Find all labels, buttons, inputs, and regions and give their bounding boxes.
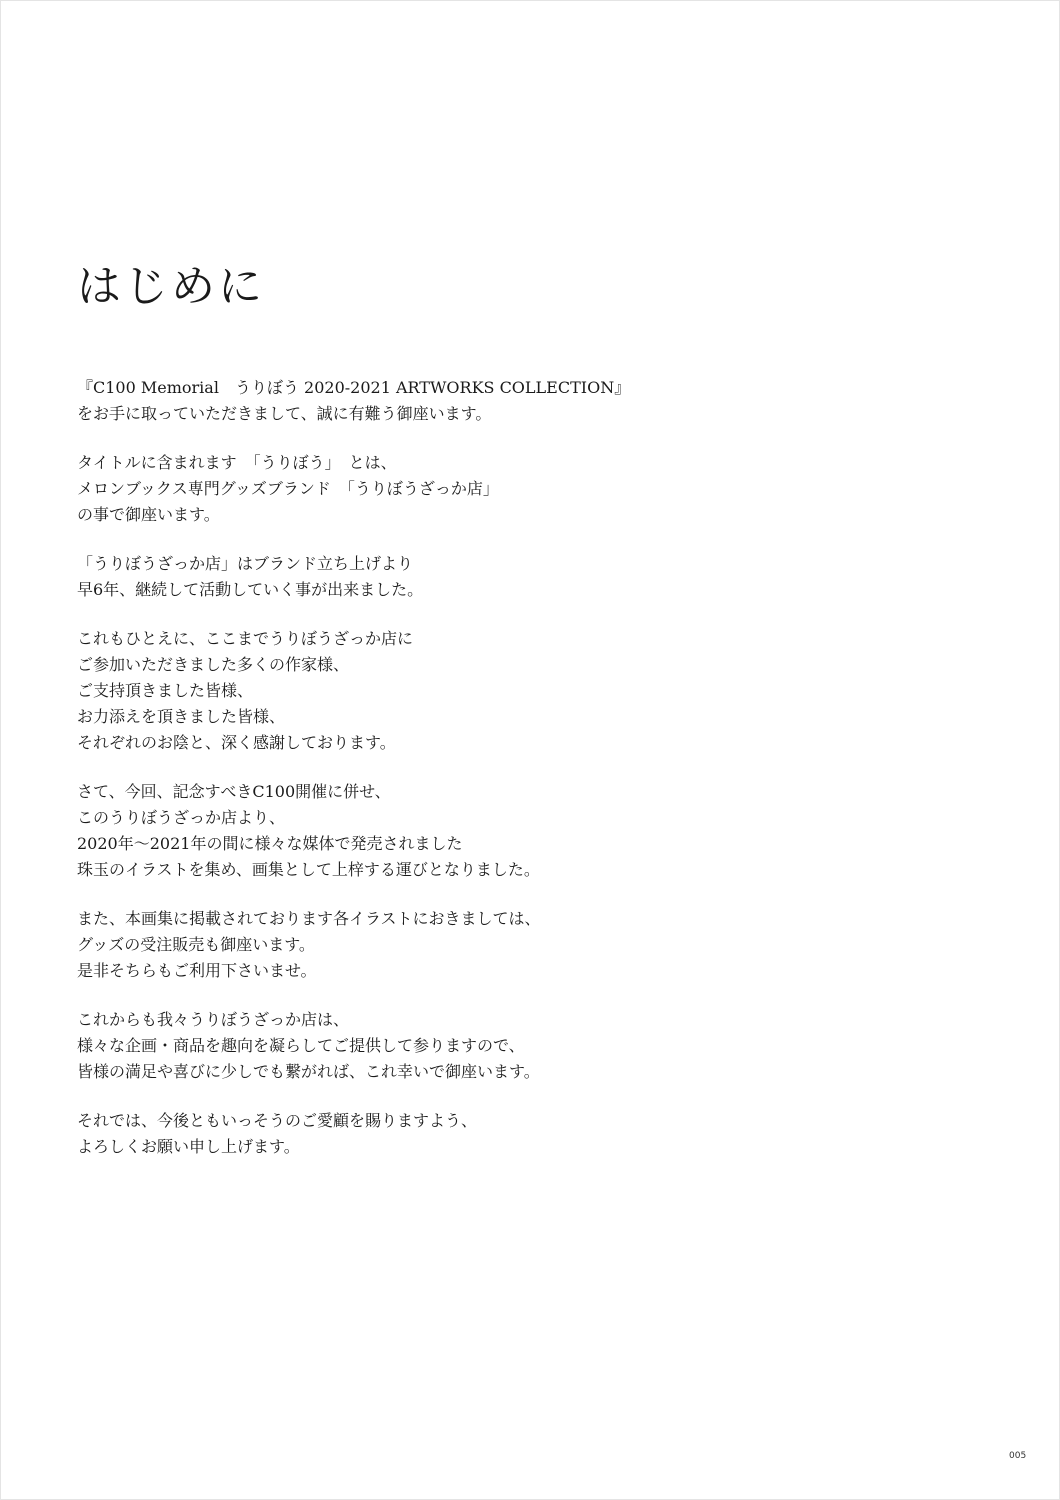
- text-line: 是非そちらもご利用下さいませ。: [77, 961, 317, 980]
- text-line: タイトルに含まれます 「うりぼう」 とは、: [77, 453, 397, 472]
- body-text: [77, 375, 977, 1183]
- text-line: お力添えを頂きました皆様、: [77, 707, 286, 726]
- paragraph: [77, 906, 977, 984]
- text-line: よろしくお願い申し上げます。: [77, 1137, 300, 1156]
- paragraph: [77, 1108, 977, 1160]
- text-line: 『C100 Memorial うりぼう 2020-2021 ARTWORKS COLLECTION』: [77, 378, 631, 397]
- text-line: グッズの受注販売も御座います。: [77, 935, 315, 954]
- paragraph: [77, 450, 977, 528]
- text-line: これからも我々うりぼうざっか店は、: [77, 1010, 350, 1029]
- text-line: 早6年、継続して活動していく事が出来ました。: [77, 580, 424, 599]
- text-line: をお手に取っていただきまして、誠に有難う御座います。: [77, 404, 492, 423]
- text-line: これもひとえに、ここまでうりぼうざっか店に: [77, 629, 414, 648]
- text-line: メロンブックス専門グッズブランド 「うりぼうざっか店」: [77, 479, 499, 498]
- text-line: それでは、今後ともいっそうのご愛顧を賜りますよう、: [77, 1111, 478, 1130]
- text-line: このうりぼうざっか店より、: [77, 808, 286, 827]
- text-line: また、本画集に掲載されております各イラストにおきましては、: [77, 909, 541, 928]
- text-line: ご参加いただきました多くの作家様、: [77, 655, 350, 674]
- paragraph: [77, 1007, 977, 1085]
- paragraph: [77, 551, 977, 603]
- text-line: 様々な企画・商品を趣向を凝らしてご提供して参りますので、: [77, 1036, 525, 1055]
- text-line: ご支持頂きました皆様、: [77, 681, 254, 700]
- text-line: それぞれのお陰と、深く感謝しております。: [77, 733, 396, 752]
- text-line: の事で御座います。: [77, 505, 220, 524]
- text-line: 皆様の満足や喜びに少しでも繋がれば、これ幸いで御座います。: [77, 1062, 540, 1081]
- page-number: 005: [1009, 1451, 1027, 1461]
- text-line: 「うりぼうざっか店」はブランド立ち上げより: [77, 554, 414, 573]
- page-title: はじめに: [77, 261, 265, 312]
- text-line: 珠玉のイラストを集め、画集として上梓する運びとなりました。: [77, 860, 540, 879]
- text-line: 2020年～2021年の間に様々な媒体で発売されました: [77, 834, 463, 853]
- paragraph: [77, 626, 977, 756]
- paragraph: [77, 779, 977, 883]
- text-line: さて、今回、記念すべきC100開催に併せ、: [77, 782, 391, 801]
- paragraph: [77, 375, 977, 427]
